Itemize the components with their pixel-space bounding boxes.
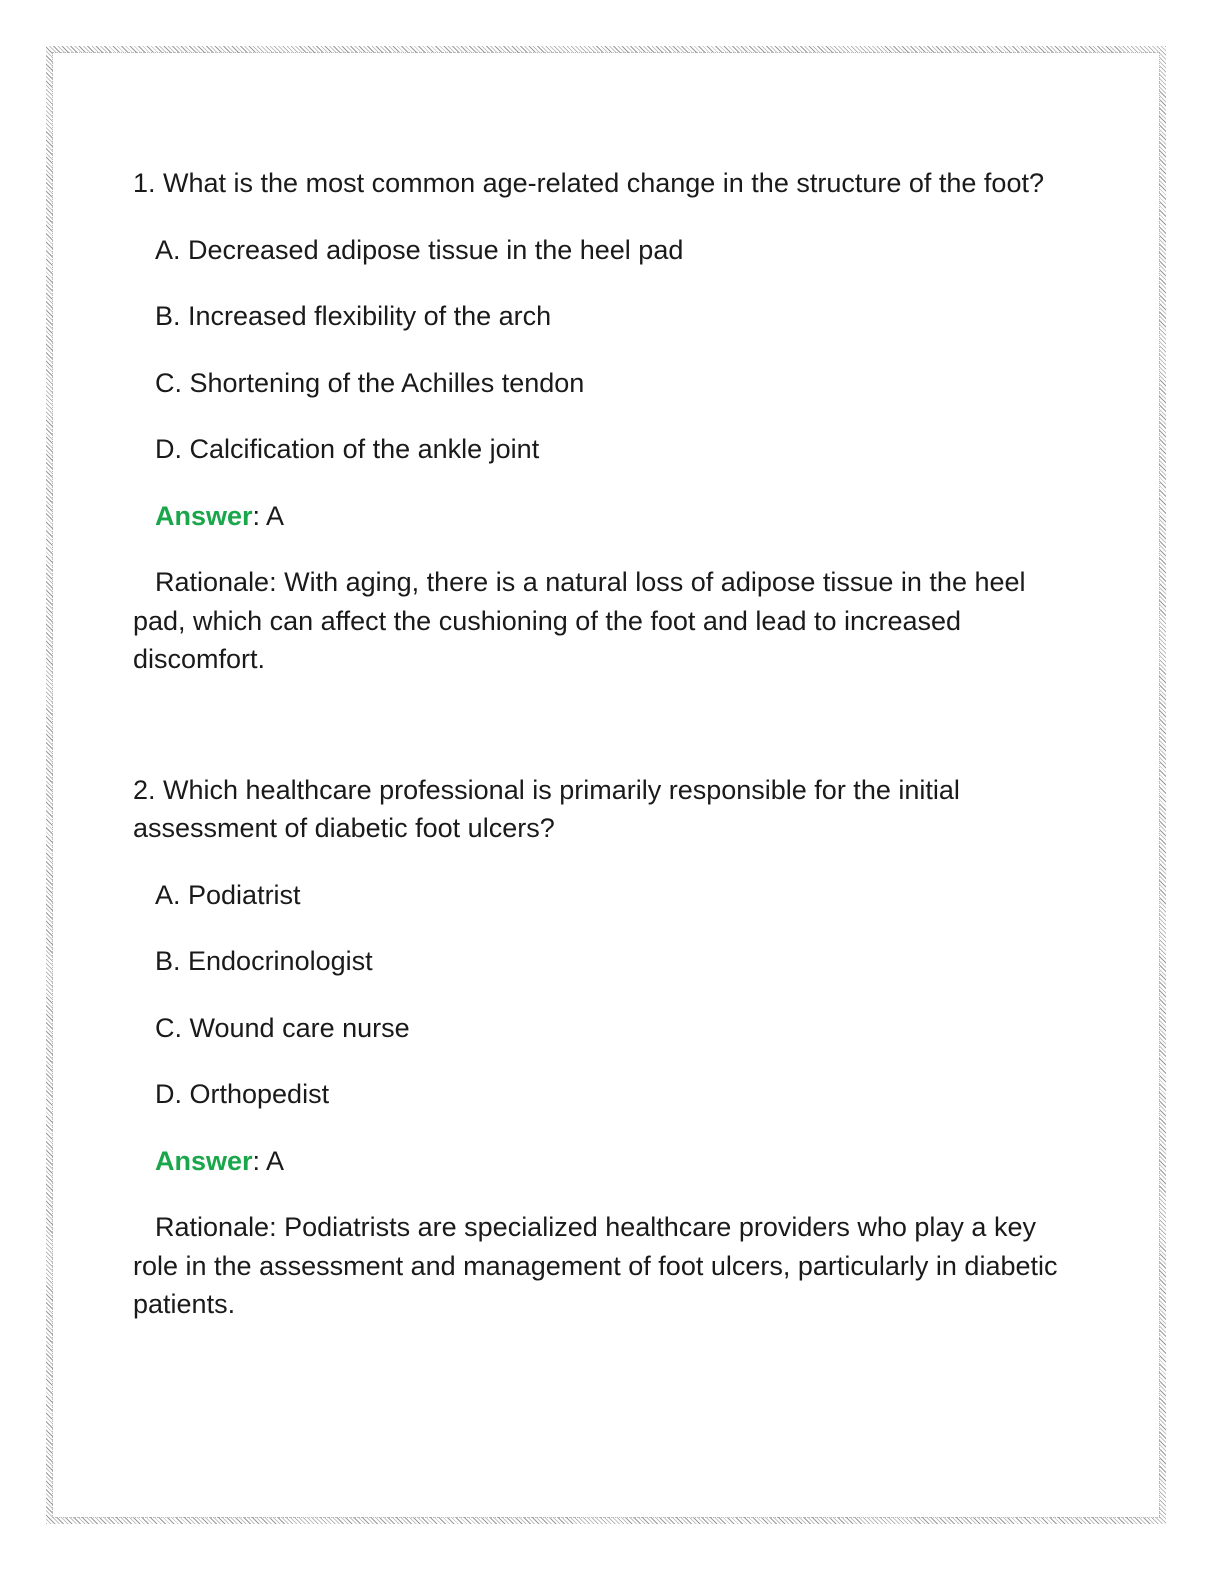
block-spacer: [133, 679, 1083, 771]
answer-label: Answer: [155, 1145, 253, 1176]
option-a: A. Decreased adipose tissue in the heel pad: [155, 234, 684, 265]
option-d: D. Orthopedist: [155, 1079, 330, 1109]
answer-value: : A: [252, 500, 285, 531]
question-stem: 2. Which healthcare professional is primarily responsible for the initial assessment of diabetic foot ulcers?: [133, 774, 960, 843]
option-c: C. Wound care nurse: [155, 1012, 410, 1043]
answer-value: : A: [252, 1145, 285, 1176]
option-b: B. Increased flexibility of the arch: [155, 301, 552, 331]
rationale: Rationale: Podiatrists are specialized healthcare providers who play a key role in the assessment and management of foot ulcers, particularly in diabetic patients.: [133, 1212, 1058, 1319]
question-block-2: [133, 771, 1083, 1324]
rationale: Rationale: With aging, there is a natural loss of adipose tissue in the heel pad, which can affect the cushioning of the foot and lead to increased discomfort.: [133, 567, 1026, 674]
answer-line: [133, 1142, 1083, 1181]
answer-line: [133, 497, 1083, 536]
option-b: B. Endocrinologist: [155, 946, 373, 976]
answer-label: Answer: [155, 500, 253, 531]
option-a: A. Podiatrist: [155, 879, 301, 910]
option-c: C. Shortening of the Achilles tendon: [155, 367, 585, 398]
document-content: [133, 164, 1083, 1324]
question-block-1: [133, 164, 1083, 679]
question-stem: 1. What is the most common age-related change in the structure of the foot?: [133, 168, 1044, 198]
option-d: D. Calcification of the ankle joint: [155, 434, 540, 464]
